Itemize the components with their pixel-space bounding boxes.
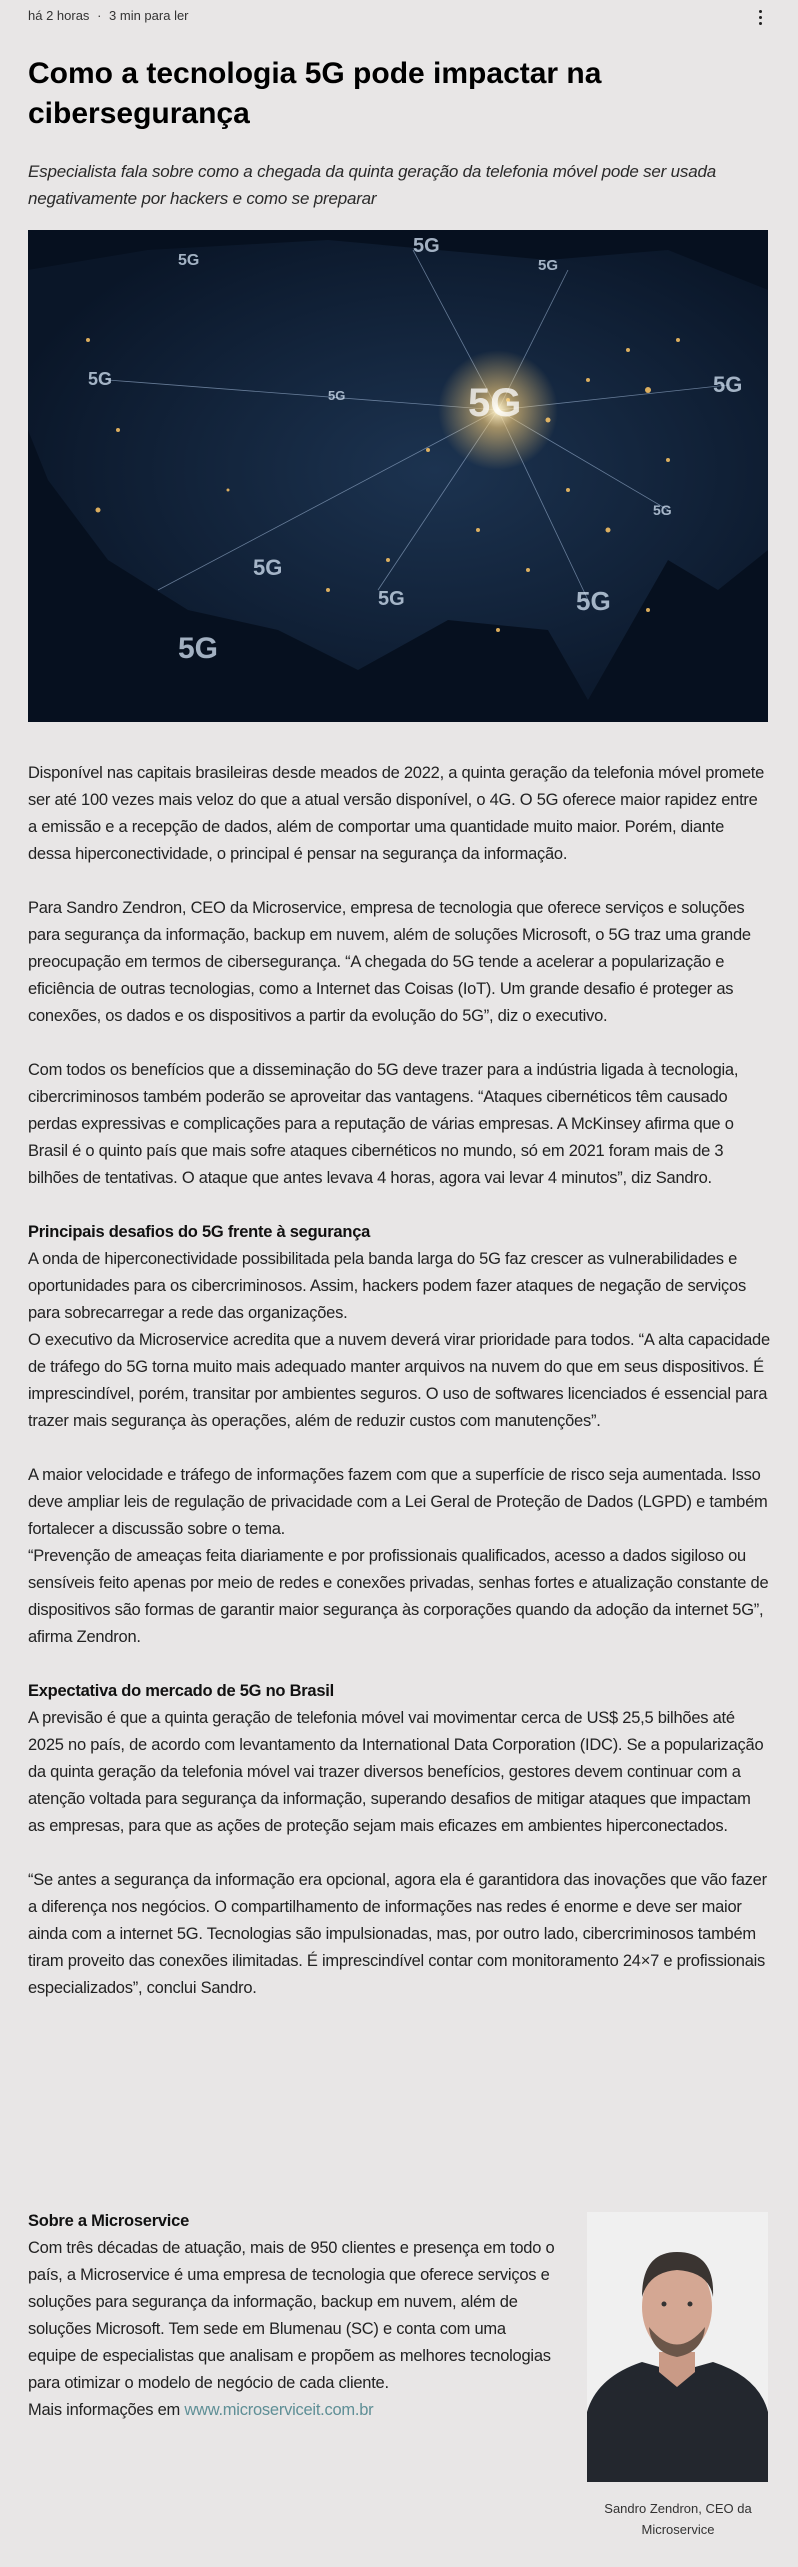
about-section [28, 2208, 558, 2424]
article-body [28, 760, 770, 2029]
section-challenges-cont [28, 1462, 770, 1651]
photo-caption: Sandro Zendron, CEO da Microservice [604, 2501, 752, 2537]
company-website-link[interactable]: www.microserviceit.com.br [184, 2401, 374, 2419]
svg-text:5G: 5G [538, 257, 559, 274]
svg-text:5G: 5G [413, 235, 440, 257]
svg-text:5G: 5G [253, 555, 283, 580]
vertical-dots-icon [759, 10, 762, 13]
article-meta [28, 8, 189, 23]
section-heading: Expectativa do mercado de 5G no Brasil [28, 1682, 334, 1700]
paragraph: “Prevenção de ameaças feita diariamente e por profissionais qualificados, acesso a dados sigiloso ou sensíveis feito apenas por meio de redes e conexões privadas, senhas fortes e atualização constante de dispositivos são formas de garantir maior segurança às corporações quando da adoção da internet 5G”, afirma Zendron. [28, 1547, 769, 1646]
about-heading: Sobre a Microservice [28, 2212, 189, 2230]
svg-text:5G: 5G [713, 372, 743, 397]
paragraph: A previsão é que a quinta geração de telefonia móvel vai movimentar cerca de US$ 25,5 bilhões até 2025 no país, de acordo com levantamento da International Data Corporation (IDC). Se a popularização da quinta geração da telefonia móvel vai trazer diversos benefícios, gestores devem continuar com a atenção voltada para segurança da informação, superando desafios de mitigar ataques que impactam as empresas, para que as ações de proteção sejam mais eficazes em ambientes hiperconectados. [28, 1709, 764, 1835]
ceo-photo [587, 2212, 768, 2482]
paragraph: Disponível nas capitais brasileiras desde meados de 2022, a quinta geração da telefonia móvel promete ser até 100 vezes mais veloz do que a atual versão disponível, o 4G. O 5G oferece maior rapidez entre a emissão e a recepção de dados, além de comportar uma quantidade muito maior. Porém, diante dessa hiperconectividade, o principal é pensar na segurança da informação. [28, 764, 765, 863]
about-text: Com três décadas de atuação, mais de 950 clientes e presença em todo o país, a Microservice é uma empresa de tecnologia que oferece serviços e soluções para segurança da informação, backup em nuvem, além de soluções Microsoft. Tem sede em Blumenau (SC) e conta com uma equipe de especialistas que analisam e propõem as melhores tecnologias para otimizar o modelo de negócio de cada cliente. [28, 2239, 555, 2392]
section-challenges [28, 1219, 770, 1435]
section-heading: Principais desafios do 5G frente à segurança [28, 1223, 371, 1241]
svg-text:5G: 5G [576, 586, 611, 616]
section-market [28, 1678, 770, 1840]
post-time: há 2 horas [28, 8, 90, 23]
svg-text:5G: 5G [178, 632, 219, 665]
svg-text:5G: 5G [378, 588, 405, 610]
paragraph: “Se antes a segurança da informação era opcional, agora ela é garantidora das inovações que vão fazer a diferença nos negócios. O compartilhamento de informações nas redes é enorme e deve ser maior ainda com a internet 5G. Tecnologias são impulsionadas, mas, por outro lado, cibercriminosos também tiram proveito das conexões ilimitadas. É imprescindível contar com monitoramento 24×7 e profissionais especializados”, conclui Sandro. [28, 1871, 767, 1997]
paragraph: A onda de hiperconectividade possibilitada pela banda larga do 5G faz crescer as vulnerabilidades e oportunidades para os cibercriminosos. Assim, hackers podem fazer ataques de negação de serviços para sobrecarregar a rede das organizações. [28, 1250, 746, 1322]
read-time: 3 min para ler [109, 8, 189, 23]
paragraph: O executivo da Microservice acredita que a nuvem deverá virar prioridade para todos. “A alta capacidade de tráfego do 5G torna muito mais adequado manter arquivos na nuvem do que em seus dispositivos. É imprescindível, porém, transitar por ambientes seguros. O uso de softwares licenciados é essencial para trazer mais segurança às operações, além de reduzir custos com manutenções”. [28, 1331, 770, 1430]
meta-separator: · [97, 8, 102, 23]
svg-text:5G: 5G [178, 252, 200, 269]
more-info-label: Mais informações em [28, 2401, 185, 2419]
more-info-line [28, 2397, 558, 2424]
dot [759, 16, 762, 19]
svg-text:5G: 5G [88, 369, 113, 389]
hero-image-5g-map [28, 230, 768, 722]
svg-text:5G: 5G [328, 388, 346, 403]
person-portrait [587, 2212, 768, 2482]
svg-text:5G: 5G [653, 502, 672, 518]
paragraph: Com todos os benefícios que a disseminação do 5G deve trazer para a indústria ligada à tecnologia, cibercriminosos também poderão se aproveitar das vantagens. “Ataques cibernéticos têm causado perdas expressivas e complicações para a reputação de várias empresas. A McKinsey afirma que o Brasil é o quinto país que mais sofre ataques cibernéticos no mundo, só em 2021 foram mais de 3 bilhões de tentativas. O ataque que antes levava 4 horas, agora vai levar 4 minutos”, diz Sandro. [28, 1061, 739, 1187]
svg-text:5G: 5G [468, 381, 522, 425]
paragraph: Para Sandro Zendron, CEO da Microservice, empresa de tecnologia que oferece serviços e soluções para segurança da informação, backup em nuvem, além de soluções Microsoft, o 5G traz uma grande preocupação em termos de cibersegurança. “A chegada do 5G tende a acelerar a popularização e eficiência de outras tecnologias, como a Internet das Coisas (IoT). Um grande desafio é proteger as conexões, os dados e os dispositivos a partir da evolução do 5G”, diz o executivo. [28, 899, 751, 1025]
night-map-illustration [28, 230, 768, 722]
more-options-button[interactable] [752, 6, 768, 28]
paragraph: A maior velocidade e tráfego de informações fazem com que a superfície de risco seja aumentada. Isso deve ampliar leis de regulação de privacidade com a Lei Geral de Proteção de Dados (LGPD) e também fortalecer a discussão sobre o tema. [28, 1466, 768, 1538]
article-subtitle: Especialista fala sobre como a chegada da quinta geração da telefonia móvel pode ser usada negativamente por hackers e como se preparar [28, 162, 716, 208]
dot [759, 22, 762, 25]
article-title: Como a tecnologia 5G pode impactar na cibersegurança [28, 57, 602, 130]
